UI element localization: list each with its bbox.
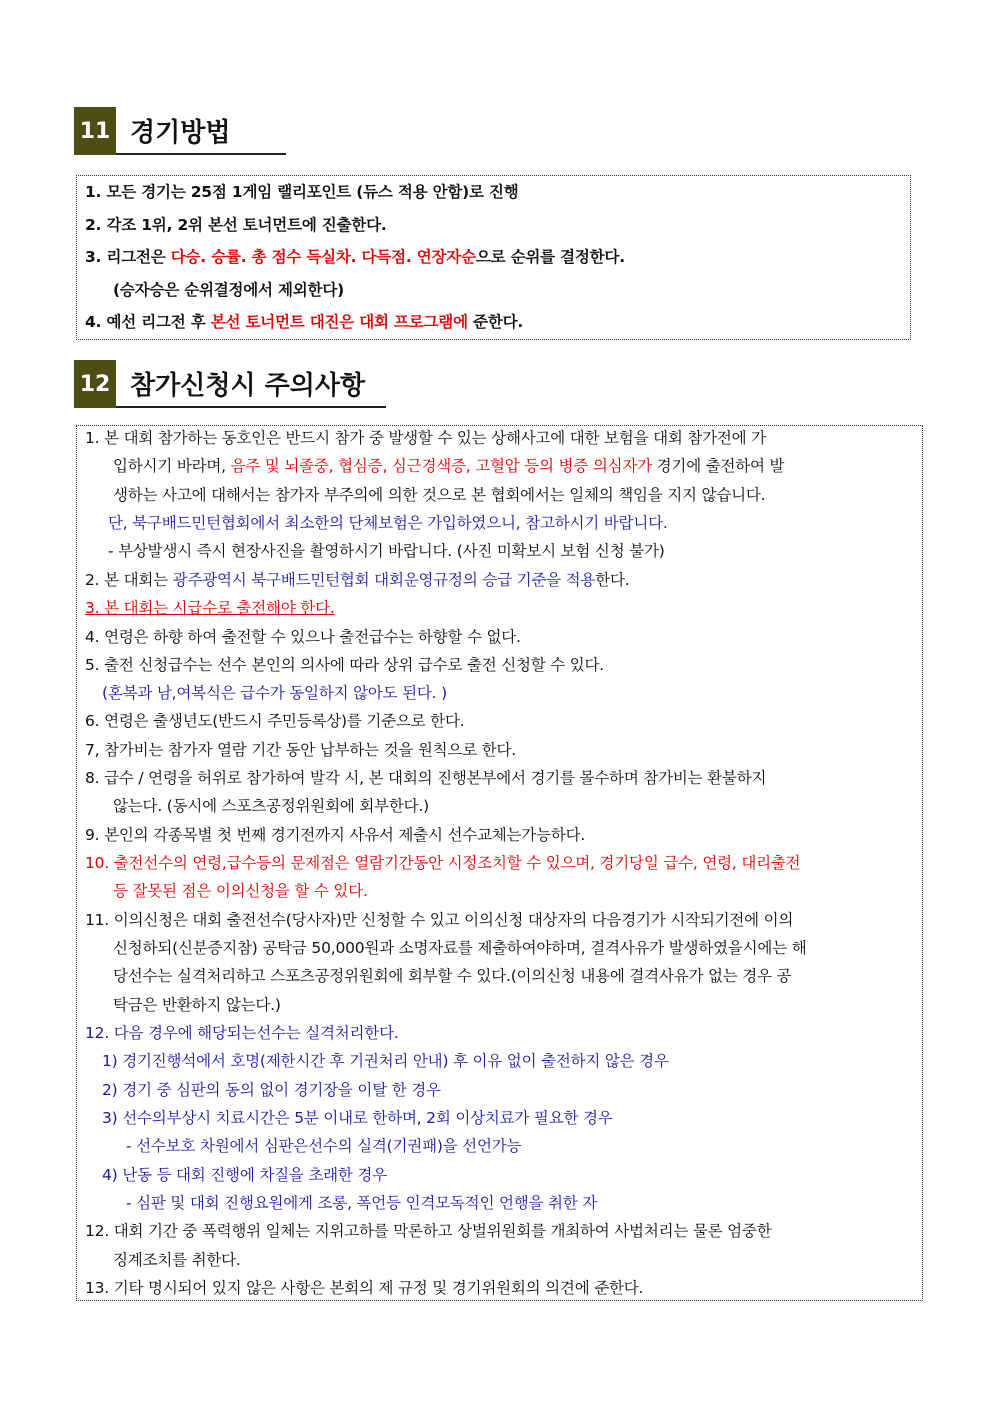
rule-12-line: 12. 대회 기간 중 폭력행위 일체는 지위고하를 막론하고 상벌위원회를 개최하여 사법처리는 물론 엄중한 [85, 1222, 772, 1240]
rule-12-line: 단, 북구배드민턴협회에서 최소한의 단체보험은 가입하였으니, 참고하시기 바랍니다. [108, 514, 668, 532]
rule-12-line: (혼복과 남,여복식은 급수가 동일하지 않아도 된다. ) [102, 684, 447, 702]
rule-11-3-note: (승자승은 순위결정에서 제외한다) [113, 281, 344, 299]
rule-12-line: 당선수는 실격처리하고 스포츠공정위원회에 회부할 수 있다.(이의신청 내용에 결격사유가 없는 경우 공 [113, 967, 792, 985]
rule-12-line: 9. 본인의 각종목별 첫 번째 경기전까지 사유서 제출시 선수교체는가능하다. [85, 826, 586, 844]
rule-11-4: 4. 예선 리그전 후 본선 토너먼트 대진은 대회 프로그램에 준한다. [85, 313, 524, 331]
rule-12-line: - 부상발생시 즉시 현장사진을 촬영하시기 바랍니다. (사진 미확보시 보험 신청 불가) [108, 542, 665, 560]
rule-11-3: 3. 리그전은 다승. 승률. 총 점수 득실차. 다득점. 연장자순으로 순위를 결정한다. [85, 248, 625, 266]
rule-12-line: 3. 본 대회는 시급수로 출전해야 한다. [85, 599, 335, 617]
rule-12-line: 않는다. (동시에 스포츠공정위원회에 회부한다.) [113, 797, 430, 815]
rule-12-line: 4) 난동 등 대회 진행에 차질을 초래한 경우 [102, 1166, 387, 1184]
rule-12-line: 10. 출전선수의 연령,급수등의 문제점은 열람기간동안 시정조치할 수 있으며, 경기당일 급수, 연령, 대리출전 [85, 854, 801, 872]
rule-12-line: 11. 이의신청은 대회 출전선수(당사자)만 신청할 수 있고 이의신청 대상자의 다음경기가 시작되기전에 이의 [85, 911, 794, 929]
rule-12-line: 1. 본 대회 참가하는 동호인은 반드시 참가 중 발생할 수 있는 상해사고에 대한 보험을 대회 참가전에 가 [85, 429, 766, 447]
rule-12-line: 13. 기타 명시되어 있지 않은 사항은 본회의 제 규정 및 경기위원회의 의견에 준한다. [85, 1279, 644, 1297]
rule-12-line: - 심판 및 대회 진행요원에게 조롱, 폭언등 인격모독적인 언행을 취한 자 [126, 1194, 598, 1212]
rule-12-line: 징계조치를 취한다. [113, 1251, 241, 1269]
rule-12-line: 7, 참가비는 참가자 열람 기간 동안 납부하는 것을 원칙으로 한다. [85, 741, 516, 759]
rule-12-line: 4. 연령은 하향 하여 출전할 수 있으나 출전급수는 하향할 수 없다. [85, 628, 521, 646]
rule-12-line: 6. 연령은 출생년도(반드시 주민등록상)를 기준으로 한다. [85, 712, 465, 730]
rule-11-1: 1. 모든 경기는 25점 1게임 랠리포인트 (듀스 적용 안함)로 진행 [85, 183, 519, 201]
rule-12-line: 신청하되(신분증지참) 공탁금 50,000원과 소명자료를 제출하여야하며, 결격사유가 발생하였을시에는 해 [113, 939, 807, 957]
rule-12-line: 12. 다음 경우에 해당되는선수는 실격처리한다. [85, 1024, 399, 1042]
section-12-header [74, 360, 386, 408]
rule-12-line: 5. 출전 신청급수는 선수 본인의 의사에 따라 상위 급수로 출전 신청할 수 있다. [85, 656, 605, 674]
rule-12-line: 8. 급수 / 연령을 허위로 참가하여 발각 시, 본 대회의 진행본부에서 경기를 몰수하며 참가비는 환불하지 [85, 769, 767, 787]
rule-12-line: - 선수보호 차원에서 심판은선수의 실격(기권패)을 선언가능 [126, 1137, 522, 1155]
rule-12-line: 등 잘못된 점은 이의신청을 할 수 있다. [113, 882, 368, 900]
rule-12-line: 생하는 사고에 대해서는 참가자 부주의에 의한 것으로 본 협회에서는 일체의 책임을 지지 않습니다. [113, 486, 766, 504]
section-11-title: 경기방법 [116, 107, 286, 155]
section-12-number: 12 [74, 360, 116, 408]
rule-12-line: 입하시기 바라며, 음주 및 뇌졸중, 협심증, 심근경색증, 고혈압 등의 병증 의심자가 경기에 출전하여 발 [113, 457, 785, 475]
rule-12-line: 2. 본 대회는 광주광역시 북구배드민턴협회 대회운영규정의 승급 기준을 적용한다. [85, 571, 630, 589]
rule-12-line: 탁금은 반환하지 않는다.) [113, 996, 281, 1014]
section-11-header [74, 107, 286, 155]
rule-11-2: 2. 각조 1위, 2위 본선 토너먼트에 진출한다. [85, 216, 387, 234]
rule-12-line: 1) 경기진행석에서 호명(제한시간 후 기권처리 안내) 후 이유 없이 출전하지 않은 경우 [102, 1052, 669, 1070]
rule-12-line: 3) 선수의부상시 치료시간은 5분 이내로 한하며, 2회 이상치료가 필요한 경우 [102, 1109, 613, 1127]
section-12-title: 참가신청시 주의사항 [116, 360, 386, 408]
rule-12-line: 2) 경기 중 심판의 동의 없이 경기장을 이탈 한 경우 [102, 1081, 441, 1099]
section-11-number: 11 [74, 107, 116, 155]
